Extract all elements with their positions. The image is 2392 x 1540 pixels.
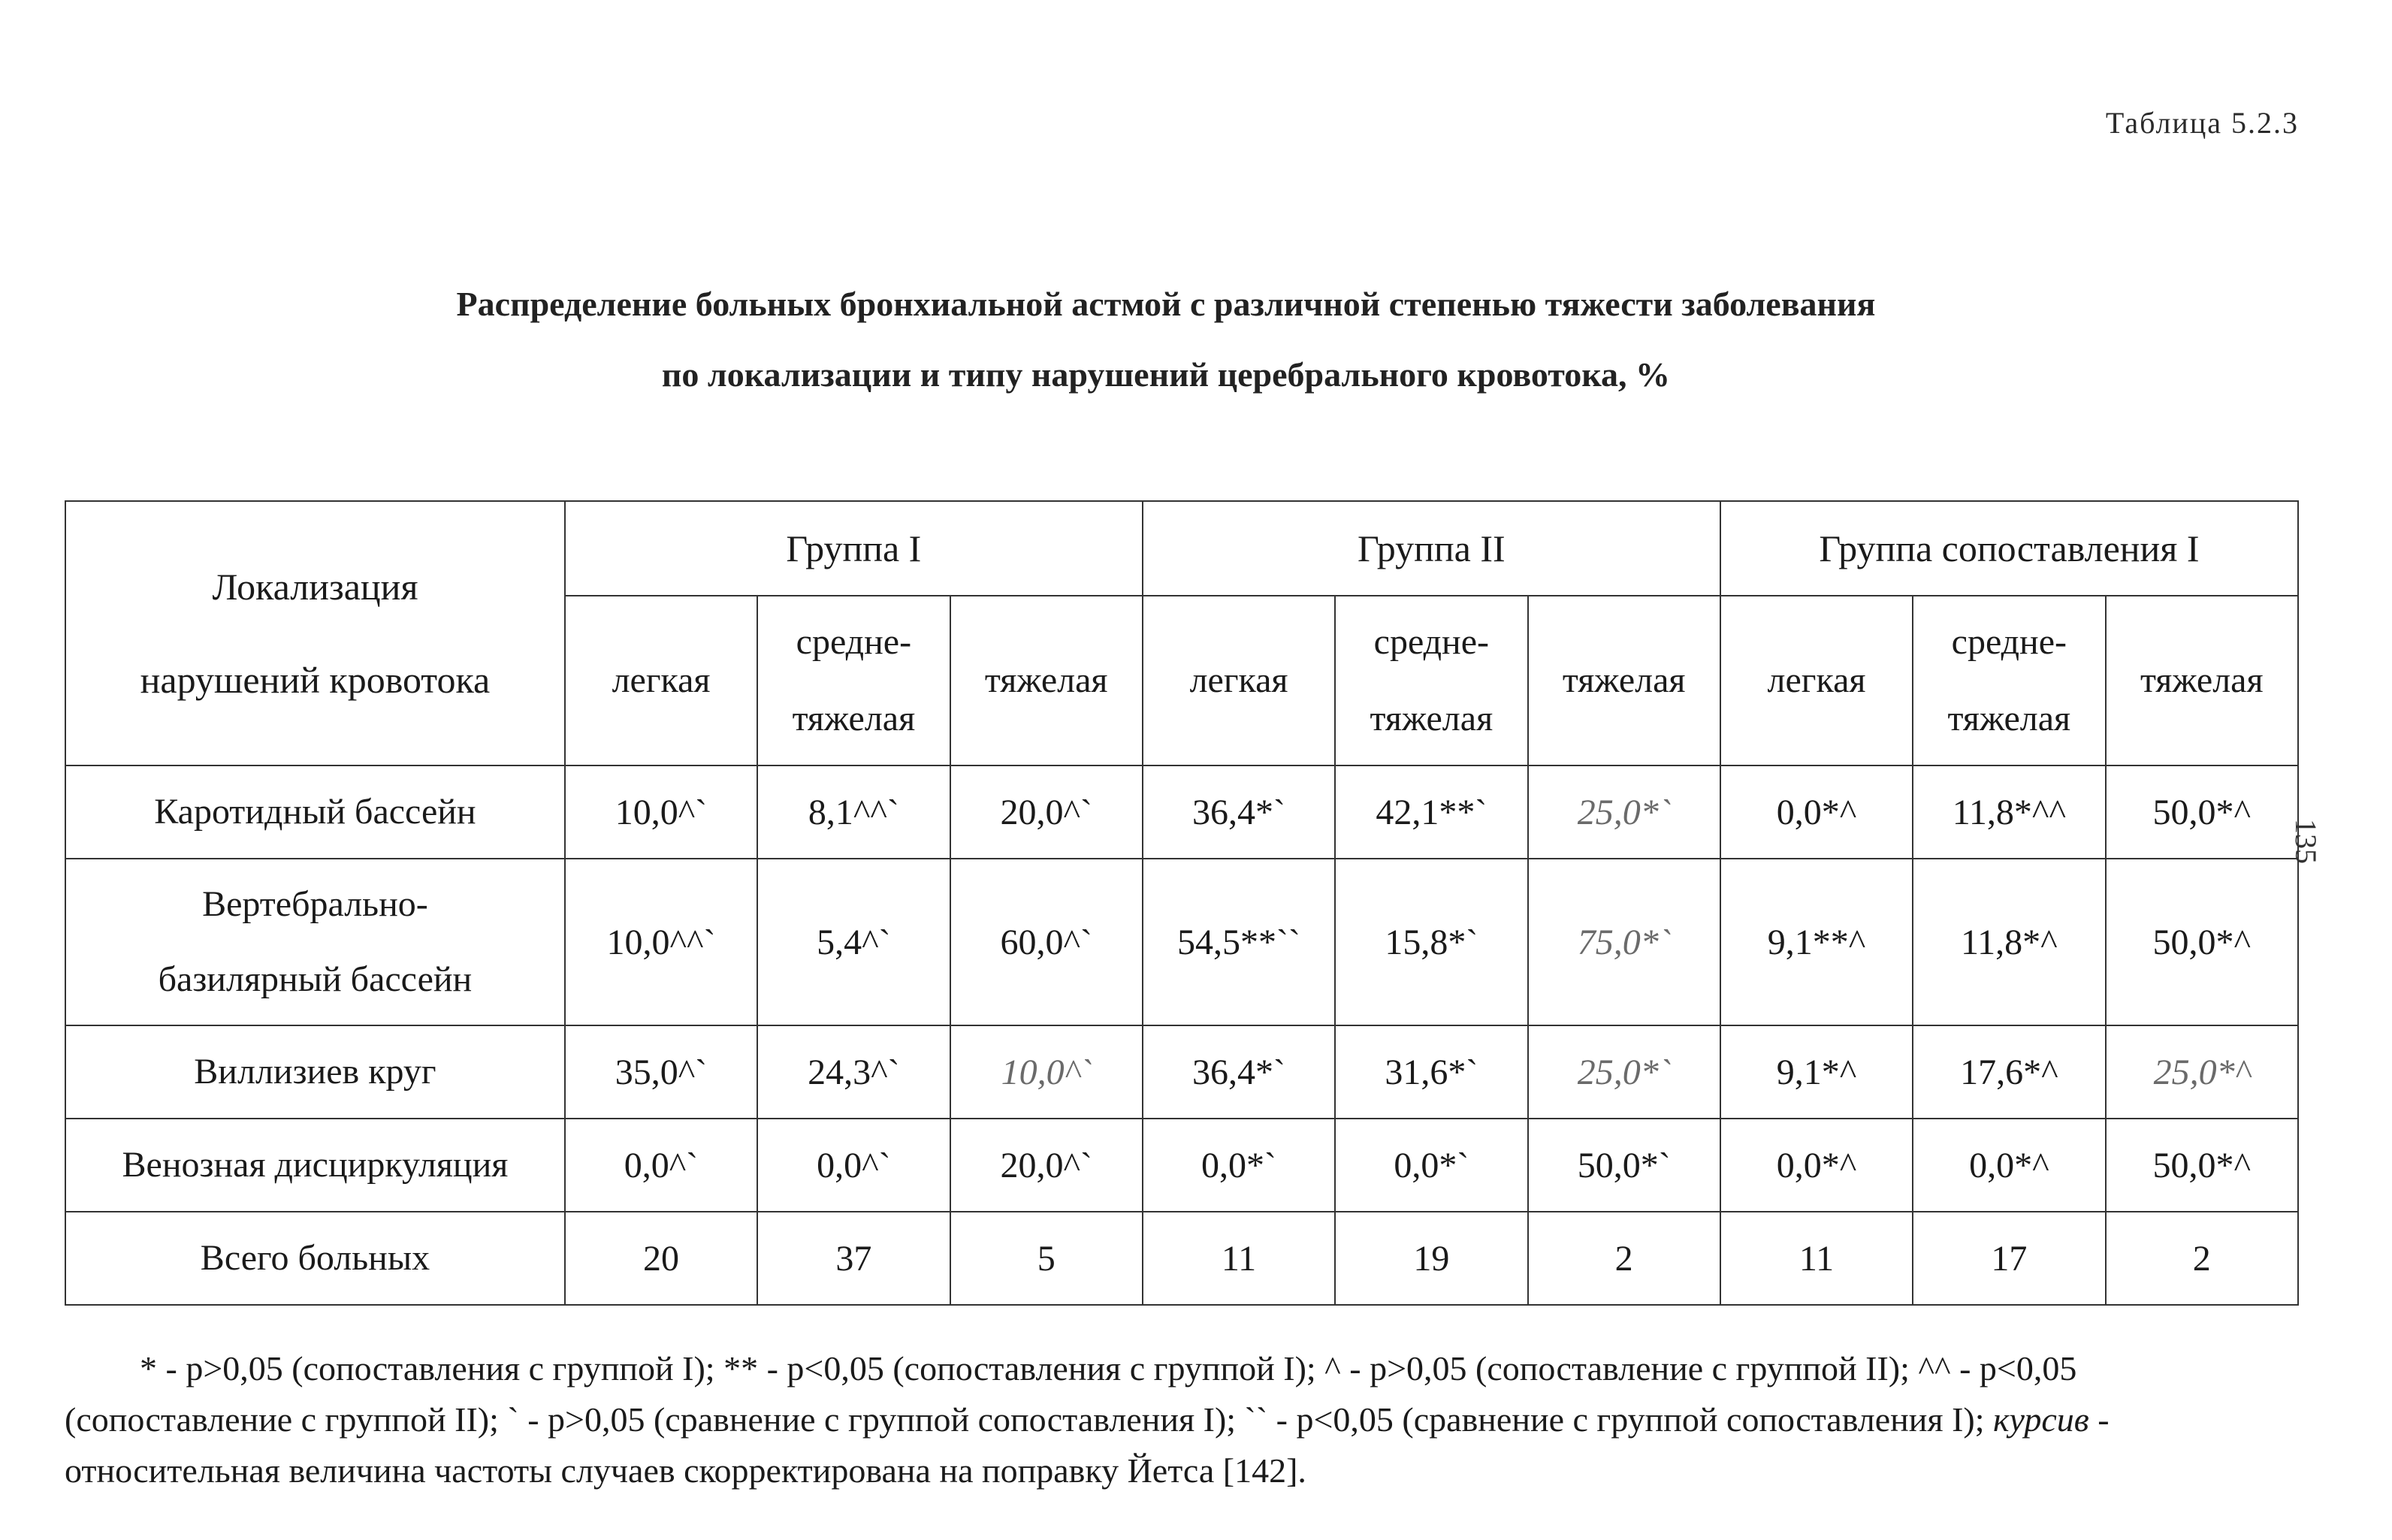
- table-cell: 17: [1913, 1212, 2105, 1305]
- severity-severe-header: тяжелая: [950, 596, 1143, 765]
- row-label-venous: Венозная дисциркуляция: [65, 1119, 565, 1212]
- localization-header-line-1: Локализация: [212, 566, 418, 608]
- table-number-label: Таблица 5.2.3: [2105, 106, 2299, 140]
- table-cell: 36,4*`: [1143, 1025, 1335, 1119]
- severity-severe-header: тяжелая: [1528, 596, 1720, 765]
- table-row: [65, 859, 2298, 1025]
- table-title-line-2: по локализации и типу нарушений церебрального кровотока, %: [661, 355, 1671, 394]
- table-cell: 10,0^`: [565, 765, 757, 859]
- table-cell: 11: [1143, 1212, 1335, 1305]
- table-cell: 50,0*^: [2106, 765, 2299, 859]
- table-cell: 0,0*^: [1720, 1119, 1913, 1212]
- table-cell: 5: [950, 1212, 1143, 1305]
- table-row: [65, 765, 2298, 859]
- table-cell: 60,0^`: [950, 859, 1143, 1025]
- table-cell: 50,0*^: [2106, 859, 2299, 1025]
- table-cell: 50,0*`: [1528, 1119, 1720, 1212]
- severity-mild-header: легкая: [565, 596, 757, 765]
- table-cell: 31,6*`: [1335, 1025, 1527, 1119]
- table-cell-italic: 25,0*^: [2106, 1025, 2299, 1119]
- table-cell: 20: [565, 1212, 757, 1305]
- table-cell: 15,8*`: [1335, 859, 1527, 1025]
- table-cell: 2: [1528, 1212, 1720, 1305]
- table-cell: 10,0^^`: [565, 859, 757, 1025]
- comparison-group-header: Группа сопоставления I: [1720, 501, 2298, 596]
- table-cell: 50,0*^: [2106, 1119, 2299, 1212]
- severity-severe-header: тяжелая: [2106, 596, 2299, 765]
- table-cell: 19: [1335, 1212, 1527, 1305]
- localization-header-line-2: нарушений кровотока: [140, 659, 491, 701]
- severity-moderate-header: средне- тяжелая: [757, 596, 950, 765]
- table-cell: 17,6*^: [1913, 1025, 2105, 1119]
- table-cell: 9,1*^: [1720, 1025, 1913, 1119]
- table-cell: 54,5**``: [1143, 859, 1335, 1025]
- table-cell: 0,0^`: [565, 1119, 757, 1212]
- table-row: [65, 1025, 2298, 1119]
- group-1-header: Группа I: [565, 501, 1143, 596]
- table-cell: 35,0^`: [565, 1025, 757, 1119]
- table-cell: 20,0^`: [950, 1119, 1143, 1212]
- table-cell: 2: [2106, 1212, 2299, 1305]
- table-cell: 11: [1720, 1212, 1913, 1305]
- row-label-vertebrobasilar: Вертебрально- базилярный бассейн: [65, 859, 565, 1025]
- table-cell-italic: 25,0*`: [1528, 1025, 1720, 1119]
- table-row: [65, 1119, 2298, 1212]
- footnote: [65, 1343, 2311, 1496]
- severity-mild-header: легкая: [1143, 596, 1335, 765]
- row-label-carotid: Каротидный бассейн: [65, 765, 565, 859]
- footnote-italic-word: курсив: [1993, 1400, 2089, 1439]
- group-2-header: Группа II: [1143, 501, 1720, 596]
- footnote-text-1: * - p>0,05 (сопоставления с группой I); ** - p<0,05 (сопоставления с группой I); ^ - p>0,05 (сопоставление с группой II); ^^ - p<0,05 (сопоставление с группой II); ` - p>0,05 (сравнение с группой сопоставления I); `` - p<0,05 (сравнение с группой сопоставления I);: [65, 1349, 2077, 1439]
- table-cell: 42,1**`: [1335, 765, 1527, 859]
- group-header-row: [65, 501, 2298, 596]
- page-number: 135: [2289, 819, 2323, 864]
- table-cell: 36,4*`: [1143, 765, 1335, 859]
- table-row-total: [65, 1212, 2298, 1305]
- table-cell-italic: 75,0*`: [1528, 859, 1720, 1025]
- table-cell: 8,1^^`: [757, 765, 950, 859]
- table-cell: 11,8*^: [1913, 859, 2105, 1025]
- table-cell: 0,0*^: [1913, 1119, 2105, 1212]
- data-table: [65, 500, 2299, 1306]
- table-cell: 0,0^`: [757, 1119, 950, 1212]
- severity-mild-header: легкая: [1720, 596, 1913, 765]
- table-cell-italic: 10,0^`: [950, 1025, 1143, 1119]
- table-cell-italic: 25,0*`: [1528, 765, 1720, 859]
- localization-header: [65, 501, 565, 765]
- table-cell: 20,0^`: [950, 765, 1143, 859]
- table-cell: 5,4^`: [757, 859, 950, 1025]
- footnote-text-2: - относительная величина частоты случаев скорректирована на поправку Йетса [142].: [65, 1400, 2110, 1490]
- row-label-willis-circle: Виллизиев круг: [65, 1025, 565, 1119]
- severity-moderate-header: средне- тяжелая: [1335, 596, 1527, 765]
- table-cell: 24,3^`: [757, 1025, 950, 1119]
- table-cell: 0,0*^: [1720, 765, 1913, 859]
- table-title-line-1: Распределение больных бронхиальной астмой с различной степенью тяжести заболевания: [456, 285, 1876, 323]
- table-cell: 11,8*^^: [1913, 765, 2105, 859]
- row-label-total: Всего больных: [65, 1212, 565, 1305]
- table-cell: 0,0*`: [1335, 1119, 1527, 1212]
- table-cell: 9,1**^: [1720, 859, 1913, 1025]
- table-cell: 0,0*`: [1143, 1119, 1335, 1212]
- table-cell: 37: [757, 1212, 950, 1305]
- severity-moderate-header: средне- тяжелая: [1913, 596, 2105, 765]
